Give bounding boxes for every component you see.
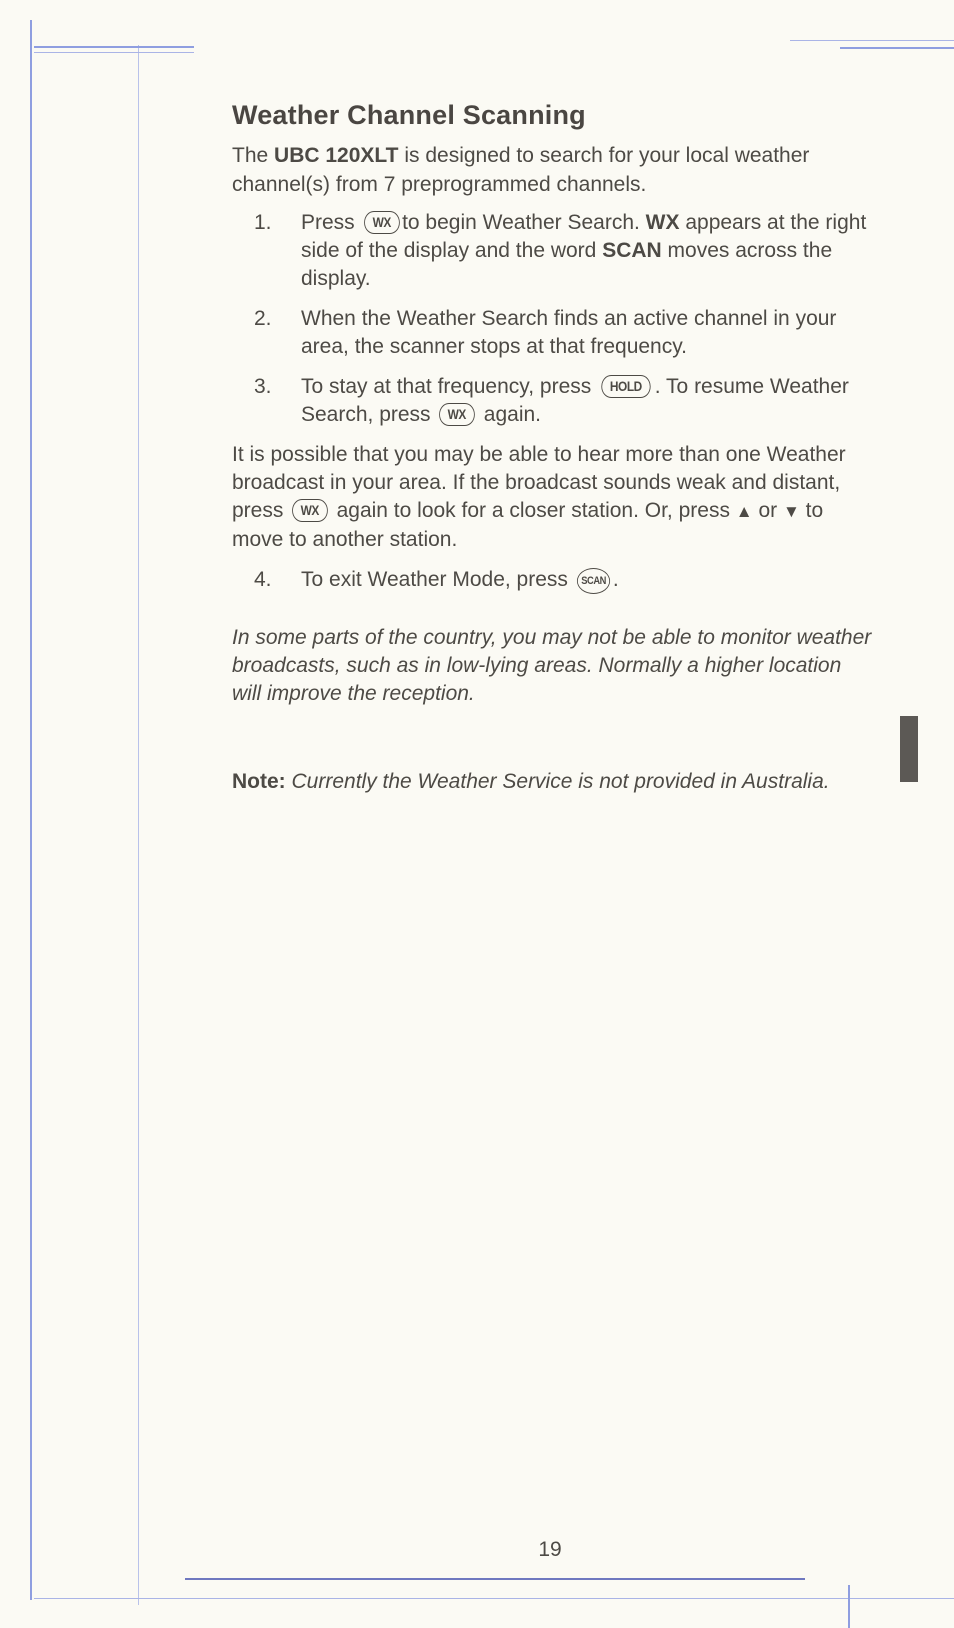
content [232,100,872,796]
list-item: 1. Press WX to begin Weather Search. WX appears at the right side of the display and the word SCAN moves across the display. [254,211,867,290]
left-margin-line [30,20,32,1600]
bottom-right-tick [848,1585,850,1628]
section-tab-marker [900,716,918,782]
top-right-rule [790,40,954,41]
page-title: Weather Channel Scanning [232,100,586,130]
wx-key-icon: WX [292,499,327,522]
bottom-rule-2 [34,1598,954,1599]
top-left-rule-2 [34,52,194,53]
steps-list [232,209,872,429]
wx-key-icon: WX [364,211,399,234]
top-left-rule [34,46,194,48]
australia-note: Note: Currently the Weather Service is not provided in Australia. [232,770,830,793]
list-item: 3. To stay at that frequency, press HOLD . To resume Weather Search, press WX again. [254,375,849,426]
top-right-rule-2 [840,47,954,49]
page-number: 19 [538,1538,562,1561]
scan-key-icon: SCAN [577,568,610,594]
model-name: UBC 120XLT [274,144,399,167]
down-arrow-icon: ▼ [782,502,800,521]
reception-note: In some parts of the country, you may not be able to monitor weather broadcasts, such as in low-lying areas. Normally a higher location will improve the reception. [232,626,872,705]
wx-key-icon: WX [440,403,475,426]
left-margin-line-inner [138,45,139,1605]
possible-broadcast-paragraph: It is possible that you may be able to hear more than one Weather broadcast in your area. If the broadcast sounds weak and distant, press WX again to look for a closer station. Or, press ▲ or ▼ to move to another station. [232,443,846,551]
list-item: 4. To exit Weather Mode, press SCAN . [232,566,872,594]
list-item: 2. When the Weather Search finds an active channel in your area, the scanner stops at that frequency. [254,307,837,358]
bottom-rule [185,1578,805,1580]
intro-paragraph: The UBC 120XLT is designed to search for your local weather channel(s) from 7 preprogrammed channels. [232,144,810,196]
hold-key-icon: HOLD [601,375,650,398]
up-arrow-icon: ▲ [735,502,753,521]
